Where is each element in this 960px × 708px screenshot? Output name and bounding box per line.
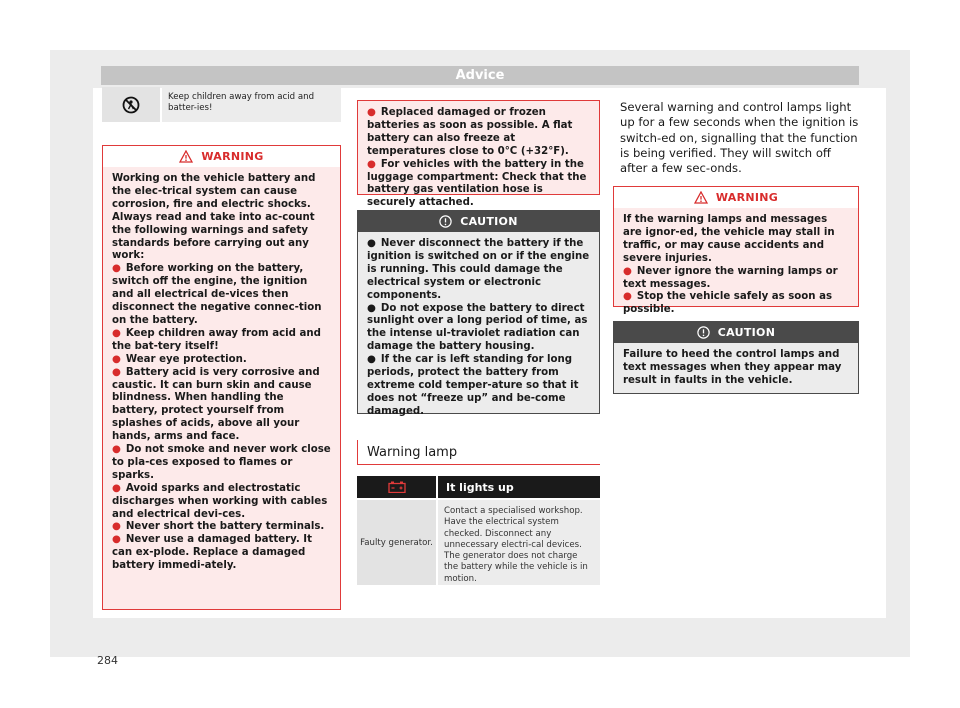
warning-box-left [102, 145, 341, 610]
caution-header [614, 322, 858, 343]
warning-item: ● Avoid sparks and electrostatic discharges when working with cables and electrical devi-ces. [112, 482, 328, 520]
section-divider [357, 464, 600, 465]
lamp-row-label: Faulty generator. [357, 500, 436, 585]
caution-item: ● Never disconnect the battery if the ignition is switched on or if the engine is running. This could damage the electrical system or electronic components. [367, 238, 590, 301]
warning-title: WARNING [715, 191, 779, 204]
caution-info-icon [439, 215, 452, 228]
warning-item: ● Never short the battery terminals. [112, 521, 325, 533]
lamp-table-header: It lights up [438, 476, 600, 498]
warning-item: ● Replaced damaged or frozen batteries as soon as possible. A flat battery can also freeze at temperatures close to 0°C (+32°F). [367, 107, 573, 157]
caution-info-icon [697, 326, 710, 339]
intro-paragraph: Several warning and control lamps light up for a few seconds when the ignition is switch-ed on, signalling that the function is being verified. They will switch off after a few sec-onds. [620, 100, 859, 176]
warning-body [103, 167, 340, 580]
warning-box-right [613, 186, 859, 316]
battery-warning-icon [357, 476, 436, 498]
warning-header [614, 187, 858, 208]
manual-page [50, 50, 910, 667]
caution-title: CAUTION [717, 326, 776, 339]
caution-item: ● If the car is left standing for long periods, protect the battery from extreme cold temper-ature so that it does not “freeze up” and be-come damaged. [367, 354, 579, 417]
caution-text: Failure to heed the control lamps and text messages when they appear may result in faults in the vehicle. [623, 349, 842, 386]
children-advice-table [102, 87, 341, 122]
caution-body [614, 343, 858, 395]
caution-box-right [613, 321, 859, 394]
warning-header [103, 146, 340, 167]
warning-item: ● Stop the vehicle safely as soon as possible. [623, 291, 833, 316]
warning-item: ● Do not smoke and never work close to pla-ces exposed to flames or sparks. [112, 444, 331, 481]
caution-body [358, 232, 599, 426]
page-number: 284 [97, 654, 118, 667]
warning-item: ● Never use a damaged battery. It can ex-plode. Replace a damaged battery immedi-ately. [112, 534, 312, 572]
warning-box-continued [357, 100, 600, 209]
section-title-warning-lamp: Warning lamp [367, 445, 458, 460]
warning-item: ● Before working on the battery, switch off the engine, the ignition and all electrical de-vices then disconnect the negative connec-tion on the battery. [112, 263, 322, 326]
warning-item: ● Wear eye protection. [112, 353, 247, 365]
caution-title: CAUTION [460, 215, 518, 228]
caution-header [358, 211, 599, 232]
warning-body [614, 208, 858, 324]
warning-intro: If the warning lamps and messages are ignor-ed, the vehicle may stall in traffic, or may cause accidents and severe injuries. [623, 214, 835, 264]
page-header: Advice [101, 66, 859, 85]
warning-triangle-icon [179, 150, 193, 163]
lamp-row-text: Contact a specialised workshop. Have the electrical system checked. Disconnect any unnecessary electri-cal devices. The generator does not charge the battery while the vehicle is in motion. [438, 500, 600, 585]
caution-box-middle [357, 210, 600, 417]
keep-children-away-icon [102, 87, 160, 122]
warning-continued-body [358, 101, 599, 217]
warning-item: ● For vehicles with the battery in the luggage compartment: Check that the battery gas ventilation hose is securely attached. [367, 158, 587, 209]
warning-item: ● Battery acid is very corrosive and caustic. It can burn skin and cause blindness. When handling the battery, protect yourself from splashes of acids, above all your hands, arms and face. [112, 366, 320, 443]
warning-title: WARNING [201, 150, 264, 163]
warning-item: ● Never ignore the warning lamps or text messages. [623, 265, 838, 290]
warning-intro: Working on the vehicle battery and the elec-trical system can cause corrosion, fire and electric shocks. Always read and take into ac-count the following warnings and safety standards before carrying out any work: [112, 173, 316, 262]
warning-item: ● Keep children away from acid and the bat-tery itself! [112, 327, 321, 352]
children-advice-text: Keep children away from acid and batter-ies! [162, 87, 341, 122]
caution-item: ● Do not expose the battery to direct sunlight over a long period of time, as the intense ul-traviolet radiation can damage the battery housing. [367, 302, 588, 353]
warning-triangle-icon [694, 191, 708, 204]
section-accent [357, 440, 358, 465]
page-content [93, 88, 886, 667]
